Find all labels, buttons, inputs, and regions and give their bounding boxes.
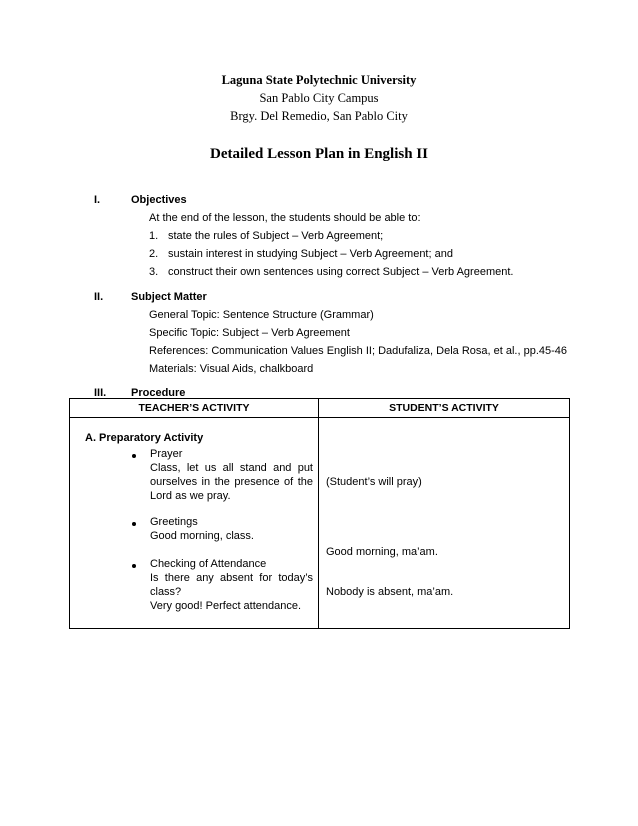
university-name: Laguna State Polytechnic University bbox=[221, 73, 417, 87]
student-activity-cell bbox=[319, 418, 570, 629]
teacher-activity-cell bbox=[70, 418, 319, 629]
bullet-icon bbox=[132, 564, 136, 568]
objectives-numeral: I. bbox=[94, 194, 101, 206]
subject-matter-heading: Subject Matter bbox=[131, 291, 207, 303]
general-topic: General Topic: Sentence Structure (Grammar) bbox=[149, 309, 374, 321]
student-activity-header: STUDENT’S ACTIVITY bbox=[319, 399, 570, 418]
bullet-icon bbox=[132, 454, 136, 458]
objective-number: 3. bbox=[149, 266, 159, 278]
subject-matter-numeral: II. bbox=[94, 291, 104, 303]
activity-title: Checking of Attendance bbox=[150, 558, 267, 570]
materials: Materials: Visual Aids, chalkboard bbox=[149, 363, 314, 375]
objective-item: state the rules of Subject – Verb Agreement; bbox=[168, 230, 384, 242]
campus-address: Brgy. Del Remedio, San Pablo City bbox=[230, 109, 408, 123]
student-response: (Student’s will pray) bbox=[326, 476, 422, 488]
references: References: Communication Values English II; Dadufaliza, Dela Rosa, et al., pp.45-46 bbox=[149, 345, 568, 357]
teacher-line: Is there any absent for today’s bbox=[150, 572, 313, 584]
activity-title: Prayer bbox=[150, 448, 183, 460]
document-title: Detailed Lesson Plan in English II bbox=[210, 146, 428, 162]
teacher-line: Lord as we pray. bbox=[150, 490, 231, 502]
campus-name: San Pablo City Campus bbox=[259, 91, 379, 105]
bullet-icon bbox=[132, 522, 136, 526]
teacher-line: class? bbox=[150, 586, 182, 598]
objectives-intro: At the end of the lesson, the students should be able to: bbox=[149, 212, 421, 224]
procedure-numeral: III. bbox=[94, 387, 107, 399]
teacher-line: Very good! Perfect attendance. bbox=[150, 600, 302, 612]
preparatory-activity-label: A. Preparatory Activity bbox=[85, 432, 204, 444]
activity-title: Greetings bbox=[150, 516, 198, 528]
teacher-line: Good morning, class. bbox=[150, 530, 254, 542]
objective-number: 1. bbox=[149, 230, 159, 242]
procedure-heading: Procedure bbox=[131, 387, 186, 399]
objective-item: construct their own sentences using correct Subject – Verb Agreement. bbox=[168, 266, 514, 278]
objective-number: 2. bbox=[149, 248, 159, 260]
objectives-heading: Objectives bbox=[131, 194, 187, 206]
objective-item: sustain interest in studying Subject – Verb Agreement; and bbox=[168, 248, 453, 260]
student-response: Nobody is absent, ma’am. bbox=[326, 586, 454, 598]
teacher-activity-header: TEACHER’S ACTIVITY bbox=[70, 399, 319, 418]
specific-topic: Specific Topic: Subject – Verb Agreement bbox=[149, 327, 350, 339]
teacher-line: ourselves in the presence of the bbox=[150, 476, 313, 488]
teacher-line: Class, let us all stand and put bbox=[150, 462, 313, 474]
activity-table bbox=[69, 398, 570, 629]
student-response: Good morning, ma’am. bbox=[326, 546, 438, 558]
